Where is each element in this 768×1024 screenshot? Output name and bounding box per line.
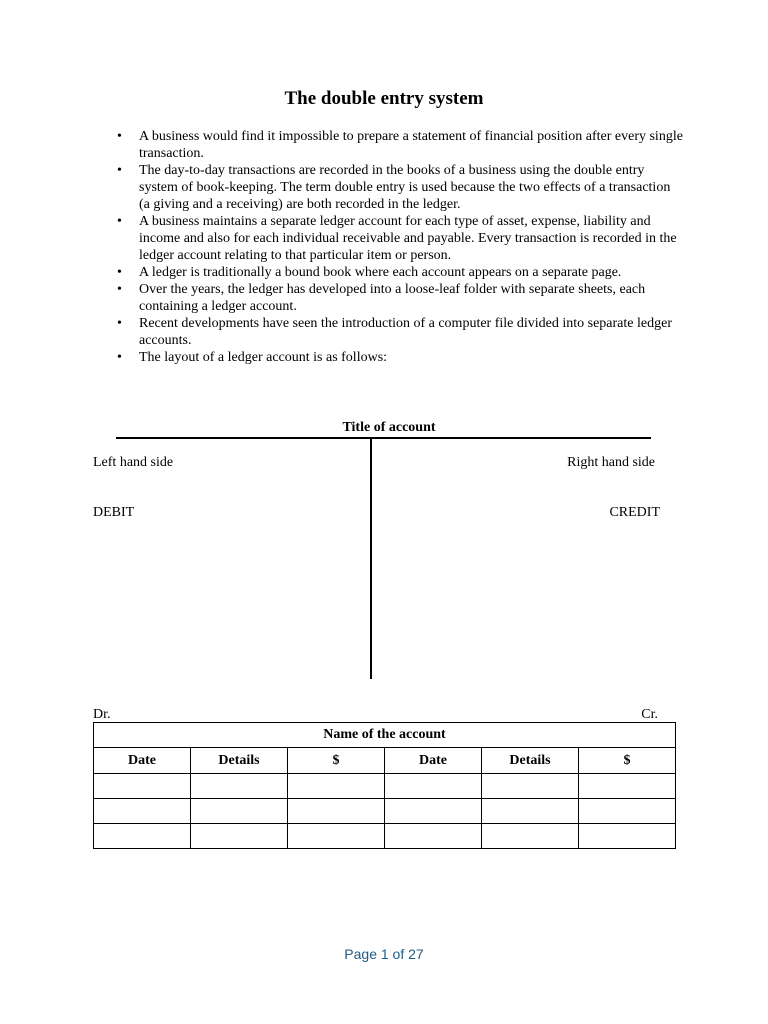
debit-label: DEBIT	[93, 505, 135, 520]
table-cell	[94, 824, 191, 849]
header-details-debit: Details	[191, 748, 288, 774]
table-cell	[191, 824, 288, 849]
table-row	[94, 799, 676, 824]
bullet-item: • A business would find it impossible to prepare a statement of financial position after every single transaction.	[139, 128, 684, 162]
header-amount-debit: $	[288, 748, 385, 774]
bullet-item: • Recent developments have seen the introduction of a computer file divided into separate ledger accounts.	[139, 315, 684, 349]
credit-label: CREDIT	[609, 505, 660, 520]
table-cell	[579, 774, 676, 799]
table-cell	[579, 799, 676, 824]
bullet-item: • The day-to-day transactions are recorded in the books of a business using the double entry system of book-keeping. The term double entry is used because the two effects of a transaction (a giving and a receiving) are both recorded in the ledger.	[139, 162, 684, 213]
ledger-header-row	[94, 748, 676, 774]
table-cell	[385, 799, 482, 824]
bullet-item: • A business maintains a separate ledger account for each type of asset, expense, liability and income and also for each individual receivable and payable. Every transaction is recorded in the ledger account relating to that particular item or person.	[139, 213, 684, 264]
table-cell	[482, 799, 579, 824]
table-cell	[482, 774, 579, 799]
header-amount-credit: $	[579, 748, 676, 774]
page-number: Page 1 of 27	[344, 946, 424, 962]
bullet-item: • The layout of a ledger account is as follows:	[139, 349, 684, 366]
table-cell	[385, 824, 482, 849]
table-cell	[288, 824, 385, 849]
table-cell	[94, 799, 191, 824]
bullet-item: • A ledger is traditionally a bound book where each account appears on a separate page.	[139, 264, 684, 281]
table-cell	[191, 799, 288, 824]
header-date-credit: Date	[385, 748, 482, 774]
bullet-list	[139, 128, 684, 366]
table-cell	[482, 824, 579, 849]
header-details-credit: Details	[482, 748, 579, 774]
t-account-title: Title of account	[342, 420, 436, 435]
dr-label: Dr.	[93, 707, 111, 722]
t-account-vertical-line	[370, 438, 372, 679]
right-hand-side-label: Right hand side	[567, 455, 655, 470]
table-cell	[579, 824, 676, 849]
header-date-debit: Date	[94, 748, 191, 774]
table-cell	[288, 799, 385, 824]
left-hand-side-label: Left hand side	[93, 455, 174, 470]
table-row	[94, 824, 676, 849]
ledger-table	[93, 722, 676, 849]
ledger-name-row	[94, 723, 676, 748]
table-row	[94, 774, 676, 799]
ledger-account-name: Name of the account	[94, 723, 676, 748]
t-account-horizontal-line	[116, 437, 651, 439]
page-title: The double entry system	[284, 88, 484, 109]
table-cell	[385, 774, 482, 799]
table-cell	[288, 774, 385, 799]
bullet-item: • Over the years, the ledger has developed into a loose-leaf folder with separate sheets, each containing a ledger account.	[139, 281, 684, 315]
table-cell	[191, 774, 288, 799]
cr-label: Cr.	[641, 707, 658, 722]
table-cell	[94, 774, 191, 799]
